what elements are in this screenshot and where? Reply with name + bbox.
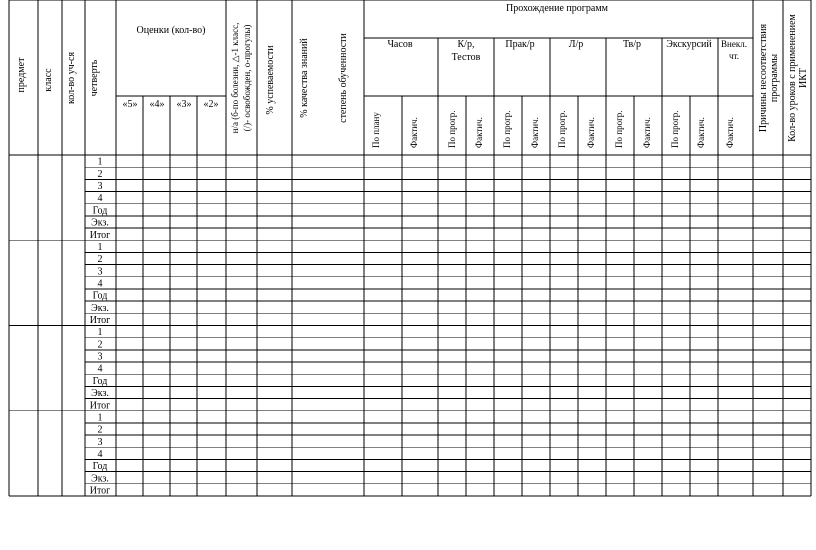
row-label: Экз. (91, 302, 109, 314)
row-label: Год (92, 375, 108, 387)
quality-header: % качества знаний (299, 38, 310, 118)
creative-actual-header: Фактич. (642, 117, 652, 148)
row-labels (90, 157, 111, 497)
row-label: Экз. (91, 388, 109, 400)
absent-header-line1: н/а (б-по болезни, △-1 класс, (230, 22, 240, 134)
row-label: 4 (97, 278, 103, 290)
lab-actual-header: Фактич. (586, 117, 596, 148)
program-group-header: Прохождение программ (506, 3, 608, 14)
row-label: 4 (97, 448, 103, 460)
lab-header: Л/р (568, 39, 584, 50)
excursions-header: Экскурсий (666, 39, 712, 50)
hours-actual-header: Фактич. (409, 117, 419, 148)
hours-header: Часов (387, 39, 413, 50)
degree-header: степень обученности (338, 33, 349, 123)
students-header: кол-во уч-ся (66, 51, 77, 105)
row-label: 1 (97, 412, 103, 424)
absent-header-line2: (/)- освобожден, о-прогулы) (242, 24, 252, 132)
row-label: Экз. (91, 473, 109, 485)
row-label: Итог (89, 400, 111, 412)
reasons-header-line1: Причины несоответствия (758, 23, 769, 133)
row-label: 2 (97, 168, 103, 180)
excursions-actual-header: Фактич. (696, 117, 706, 148)
row-label: Год (92, 461, 108, 473)
row-label: 3 (97, 436, 103, 448)
grades-group-header: Оценки (кол-во) (136, 25, 206, 36)
row-label: 3 (97, 266, 103, 278)
row-label: 3 (97, 351, 103, 363)
lab-by-program-header: По прогр. (557, 110, 567, 148)
row-label: 1 (97, 327, 103, 339)
grade-5-header: «5» (122, 99, 138, 110)
row-label: 1 (97, 241, 103, 253)
practical-by-program-header: По прогр. (502, 110, 512, 148)
table-grid (9, 0, 811, 496)
grade-4-header: «4» (149, 99, 165, 110)
grade-3-header: «3» (176, 99, 192, 110)
subject-header: предмет (16, 57, 27, 93)
row-label: Итог (89, 315, 111, 326)
row-label: 1 (97, 156, 103, 168)
excursions-by-program-header: По прогр. (670, 110, 680, 148)
row-label: Год (92, 205, 108, 217)
creative-by-program-header: По прогр. (614, 110, 624, 148)
tests-by-program-header: По прогр. (447, 110, 457, 148)
ict-header-line2: ИКТ (798, 68, 809, 88)
row-label: 2 (97, 254, 103, 266)
reasons-header-line2: программы (769, 53, 780, 103)
row-label: 3 (97, 181, 103, 193)
practical-actual-header: Фактич. (530, 117, 540, 148)
row-label: 2 (97, 424, 103, 436)
row-label: 4 (97, 193, 103, 205)
row-label: Год (92, 290, 108, 302)
ict-header-line1: Кол-во уроков с применением (787, 14, 798, 142)
row-label: Экз. (91, 217, 109, 229)
extra-reading-header-line2: чт. (728, 51, 740, 61)
grade-2-header: «2» (203, 99, 219, 110)
tests-header-line2: Тестов (451, 52, 481, 63)
extra-reading-header-line1: Внекл. (721, 39, 747, 49)
class-header: класс (43, 68, 54, 92)
practical-header: Прак/р (505, 39, 535, 50)
extra-reading-actual-header: Фактич. (725, 117, 735, 148)
hours-by-plan-header: По плану (371, 112, 381, 148)
creative-header: Тв/р (622, 39, 642, 50)
row-label: 4 (97, 363, 103, 375)
tests-header-line1: К/р, (457, 39, 475, 50)
row-label: 2 (97, 339, 103, 351)
tests-actual-header: Фактич. (474, 117, 484, 148)
row-label: Итог (89, 229, 111, 241)
success-header: % успеваемости (265, 45, 276, 115)
quarter-header: четверть (89, 59, 100, 97)
row-label: Итог (89, 485, 111, 497)
